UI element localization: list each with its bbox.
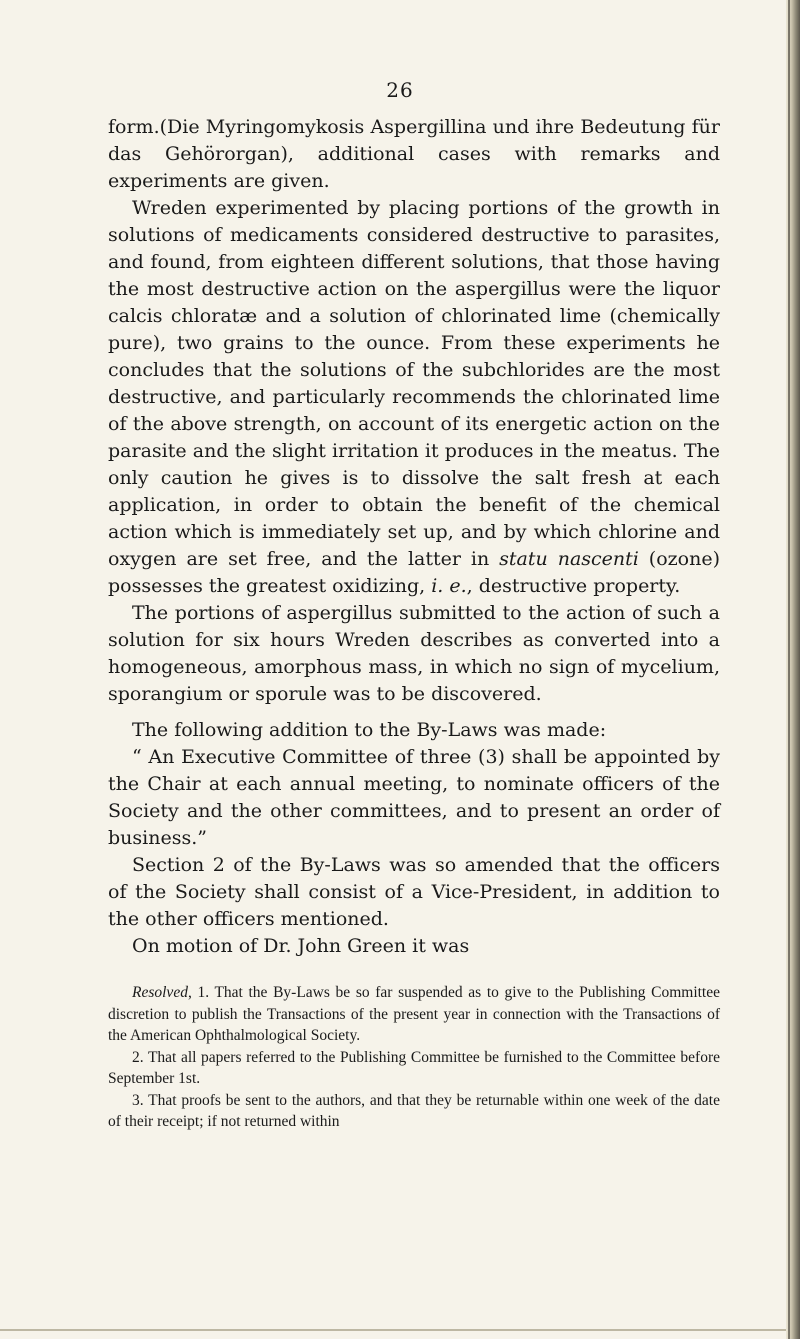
paragraph-text: , destructive property. xyxy=(466,575,681,597)
paragraph-motion: On motion of Dr. John Green it was xyxy=(132,935,470,957)
resolved-label: Resolved xyxy=(132,984,188,1001)
resolution-3: 3. That proofs be sent to the authors, and that they be returnable within one week of the date of their receipt; if not returned within xyxy=(108,1091,720,1130)
resolution-2: 2. That all papers referred to the Publishing Committee be furnished to the Committee before September 1st. xyxy=(108,1048,720,1087)
resolutions xyxy=(108,982,720,1133)
page-bottom-line xyxy=(0,1329,786,1331)
paragraph-text: Wreden experimented by placing portions of the growth in solutions of medicaments considered destructive to parasites, and found, from eighteen different solutions, that those having the most destructive action on the aspergillus were the liquor calcis chloratæ and a solution of chlorinated lime (chemically pure), two grains to the ounce. From these experiments he concludes that the solutions of the subchlorides are the most destructive, and particularly recommends the chlorinated lime of the above strength, on account of its energetic action on the parasite and the slight irritation it produces in the meatus. The only caution he gives is to dissolve the salt fresh at each application, in order to obtain the benefit of the chemical action which is immediately set up, and by which chlorine and oxygen are set free, and the latter in xyxy=(108,197,720,570)
resolution-text: , 1. That the By-Laws be so far suspended as to give to the Publishing Committee discretion to publish the Transactions of the present year in connection with the Transactions of the American Ophthalmological Society. xyxy=(108,984,720,1044)
paragraph-bylaws-addition: The following addition to the By-Laws was made: xyxy=(132,719,607,741)
paragraph-aspergillus-result: The portions of aspergillus submitted to the action of such a solution for six hours Wreden describes as converted into a homogeneous, amorphous mass, in which no sign of mycelium, sporangium or sporule was to be discovered. xyxy=(108,602,720,705)
paragraph-text: (ozone) possesses the greatest oxidizing, xyxy=(108,548,720,597)
paragraph-section-2: Section 2 of the By-Laws was so amended that the officers of the Society shall consist of a Vice-President, in addition to the other officers mentioned. xyxy=(108,854,720,930)
page-edge-line xyxy=(788,0,790,1339)
paragraph-wreden-experiments xyxy=(108,195,720,600)
italic-phrase: statu nascenti xyxy=(499,548,639,570)
page-number: 26 xyxy=(386,78,414,102)
italic-abbreviation: i. e. xyxy=(431,575,467,597)
paragraph-executive-committee: “ An Executive Committee of three (3) shall be appointed by the Chair at each annual meeting, to nominate officers of the Society and the other committees, and to present an order of business.” xyxy=(108,746,720,849)
paragraph-continuation: form.(Die Myringomykosis Aspergillina und ihre Bedeutung für das Gehörorgan), additional cases with remarks and experiments are given. xyxy=(108,116,720,192)
resolution-1 xyxy=(108,982,720,1047)
main-text xyxy=(108,114,720,960)
